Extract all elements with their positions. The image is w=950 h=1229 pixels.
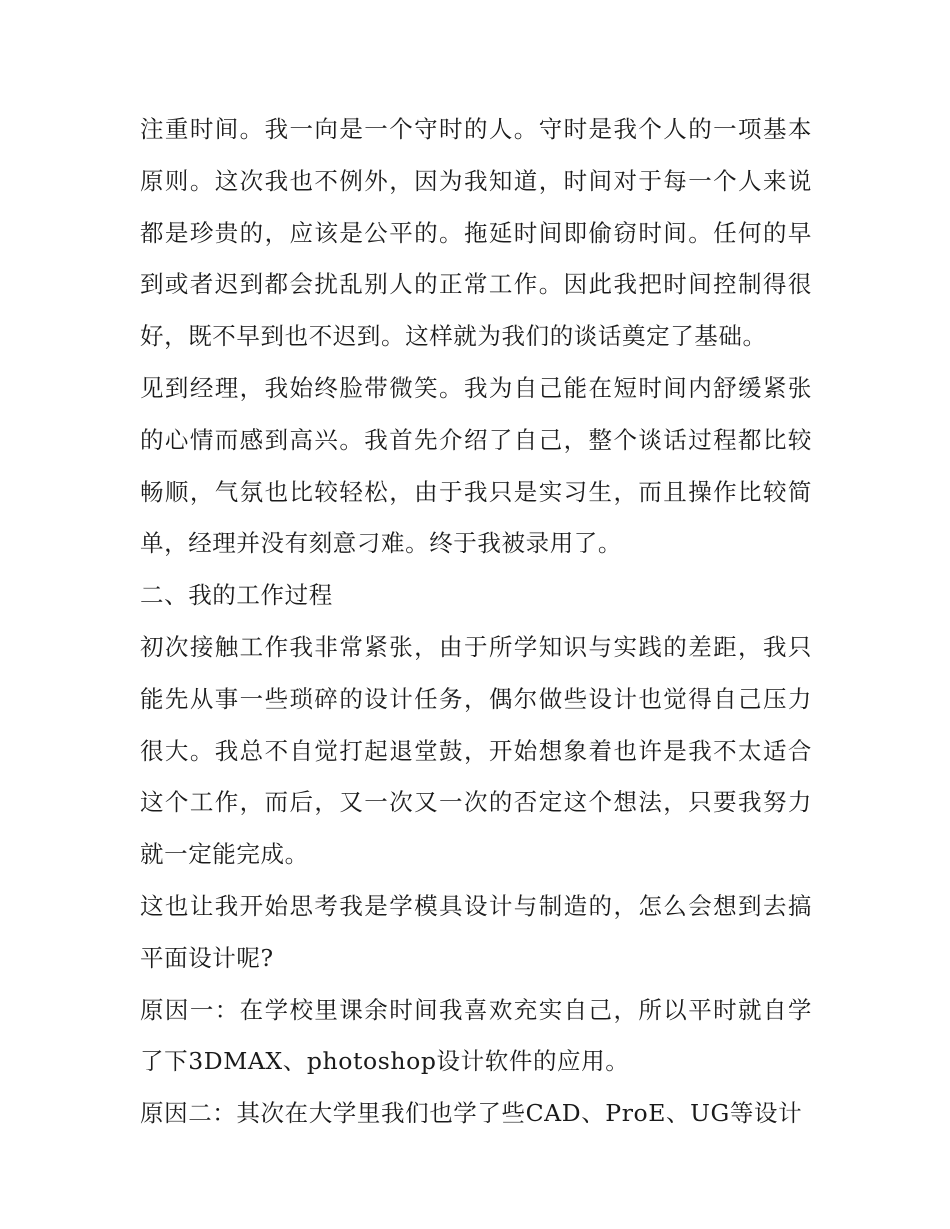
document-body [140, 104, 812, 1140]
paragraph-meeting-manager: 见到经理，我始终脸带微笑。我为自己能在短时间内舒缓紧张的心情而感到高兴。我首先介绍了自己，整个谈话过程都比较畅顺，气氛也比较轻松，由于我只是实习生，而且操作比较简单，经理并没有刻意刁难。终于我被录用了。 [140, 373, 812, 558]
paragraph-reason-one: 原因一：在学校里课余时间我喜欢充实自己，所以平时就自学了下3DMAX、photoshop设计软件的应用。 [140, 995, 812, 1076]
paragraph-punctuality: 注重时间。我一向是一个守时的人。守时是我个人的一项基本原则。这次我也不例外，因为我知道，时间对于每一个人来说都是珍贵的，应该是公平的。拖延时间即偷窃时间。任何的早到或者迟到都会扰乱别人的正常工作。因此我把时间控制得很好，既不早到也不迟到。这样就为我们的谈话奠定了基础。 [140, 115, 812, 351]
paragraph-reflection: 这也让我开始思考我是学模具设计与制造的，怎么会想到去搞平面设计呢? [140, 891, 812, 972]
paragraph-reason-two: 原因二：其次在大学里我们也学了些CAD、ProE、UG等设计 [140, 1099, 803, 1128]
paragraph-first-contact: 初次接触工作我非常紧张，由于所学知识与实践的差距，我只能先从事一些琐碎的设计任务，偶尔做些设计也觉得自己压力很大。我总不自觉打起退堂鼓，开始想象着也许是我不太适合这个工作，而后，又一次又一次的否定这个想法，只要我努力就一定能完成。 [140, 632, 812, 869]
section-heading-work-process: 二、我的工作过程 [140, 581, 333, 610]
